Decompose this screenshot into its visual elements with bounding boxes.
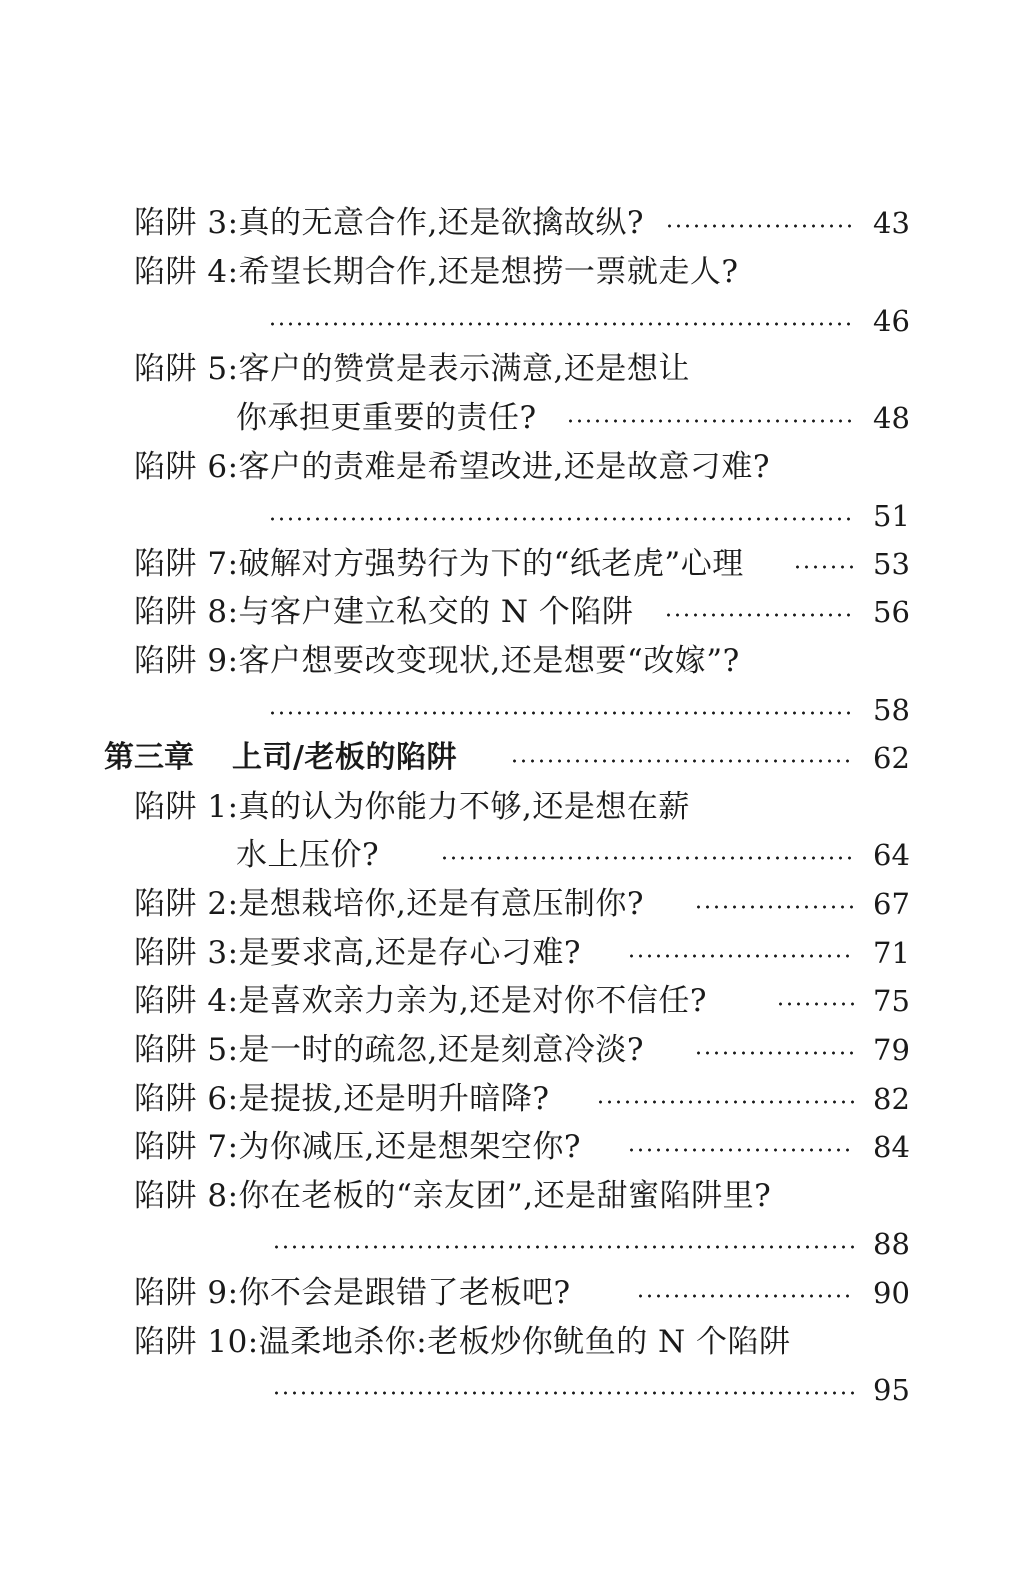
leader-dots — [510, 759, 855, 763]
chapter-number: 第三章 — [104, 740, 194, 775]
toc-entry-continuation — [0, 1367, 1024, 1413]
toc-entry[interactable] — [0, 1124, 1024, 1170]
toc-entry-label: 陷阱 4:是喜欢亲力亲为,还是对你不信任? — [134, 983, 707, 1019]
toc-entry[interactable] — [0, 1270, 1024, 1316]
toc-page-number: 51 — [873, 499, 910, 533]
leader-dots — [268, 517, 855, 521]
toc-page-number: 53 — [873, 547, 910, 581]
toc-entry[interactable] — [0, 249, 1024, 295]
toc-entry[interactable] — [0, 930, 1024, 976]
toc-entry-label: 陷阱 1:真的认为你能力不够,还是想在薪 — [134, 789, 690, 825]
toc-entry-label: 陷阱 5:是一时的疏忽,还是刻意冷淡? — [134, 1032, 644, 1068]
toc-entry-label: 陷阱 9:客户想要改变现状,还是想要“改嫁”? — [134, 643, 740, 679]
leader-dots — [665, 224, 855, 228]
toc-entry[interactable] — [0, 200, 1024, 246]
toc-entry-label: 陷阱 4:希望长期合作,还是想捞一票就走人? — [134, 254, 739, 290]
leader-dots — [268, 711, 855, 715]
toc-page-number: 71 — [873, 936, 910, 970]
toc-entry-label-line2: 你承担更重要的责任? — [236, 400, 537, 436]
toc-entry-label: 陷阱 6:是提拔,还是明升暗降? — [134, 1081, 550, 1117]
toc-entry-continuation — [0, 1221, 1024, 1267]
toc-entry-label: 陷阱 9:你不会是跟错了老板吧? — [134, 1275, 571, 1311]
toc-page-number: 75 — [873, 984, 910, 1018]
toc-entry-label: 陷阱 8:你在老板的“亲友团”,还是甜蜜陷阱里? — [134, 1178, 772, 1214]
toc-entry[interactable] — [0, 784, 1024, 830]
toc-page-number: 64 — [873, 838, 910, 872]
toc-page-number: 58 — [873, 693, 910, 727]
toc-entry[interactable] — [0, 978, 1024, 1024]
toc-entry[interactable] — [0, 541, 1024, 587]
toc-entry-continuation — [0, 687, 1024, 733]
leader-dots — [636, 1294, 855, 1298]
toc-entry-label: 陷阱 7:为你减压,还是想架空你? — [134, 1129, 581, 1165]
leader-dots — [268, 322, 855, 326]
toc-page-number: 43 — [873, 206, 910, 240]
toc-page-number: 67 — [873, 887, 910, 921]
toc-entry-label: 陷阱 5:客户的赞赏是表示满意,还是想让 — [134, 351, 690, 387]
toc-entry-label: 陷阱 3:是要求高,还是存心刁难? — [134, 935, 581, 971]
leader-dots — [596, 1100, 855, 1104]
toc-entry[interactable] — [0, 1076, 1024, 1122]
toc-page-number: 88 — [873, 1227, 910, 1261]
leader-dots — [776, 1002, 855, 1006]
toc-entry-label: 陷阱 2:是想栽培你,还是有意压制你? — [134, 886, 644, 922]
toc-page-number: 82 — [873, 1082, 910, 1116]
leader-dots — [664, 613, 855, 617]
toc-page-number: 56 — [873, 595, 910, 629]
toc-page-number: 90 — [873, 1276, 910, 1310]
toc-entry-continuation — [0, 395, 1024, 441]
toc-entry[interactable] — [0, 1173, 1024, 1219]
toc-entry[interactable] — [0, 1027, 1024, 1073]
leader-dots — [627, 1148, 855, 1152]
toc-entry[interactable] — [0, 589, 1024, 635]
toc-entry-label: 陷阱 7:破解对方强势行为下的“纸老虎”心理 — [134, 546, 744, 582]
toc-entry[interactable] — [0, 881, 1024, 927]
leader-dots — [627, 954, 855, 958]
toc-entry-label-line2: 水上压价? — [236, 837, 380, 873]
leader-dots — [793, 565, 855, 569]
toc-entry-continuation — [0, 493, 1024, 539]
leader-dots — [440, 856, 855, 860]
leader-dots — [694, 1051, 855, 1055]
leader-dots — [272, 1245, 855, 1249]
toc-entry[interactable] — [0, 444, 1024, 490]
toc-chapter-heading[interactable] — [0, 735, 1024, 781]
toc-entry-label: 陷阱 3:真的无意合作,还是欲擒故纵? — [134, 205, 644, 241]
toc-entry[interactable] — [0, 1319, 1024, 1365]
toc-page-number: 95 — [873, 1373, 910, 1407]
toc-entry-label: 陷阱 10:温柔地杀你:老板炒你鱿鱼的 N 个陷阱 — [134, 1324, 791, 1360]
toc-entry-label: 陷阱 6:客户的责难是希望改进,还是故意刁难? — [134, 449, 770, 485]
chapter-title: 上司/老板的陷阱 — [232, 740, 457, 775]
toc-entry[interactable] — [0, 346, 1024, 392]
toc-entry[interactable] — [0, 638, 1024, 684]
leader-dots — [272, 1391, 855, 1395]
toc-entry-label: 陷阱 8:与客户建立私交的 N 个陷阱 — [134, 594, 634, 630]
toc-page-number: 79 — [873, 1033, 910, 1067]
toc-page-number: 62 — [873, 741, 910, 775]
leader-dots — [566, 419, 855, 423]
toc-page-number: 46 — [873, 304, 910, 338]
toc-page-number: 84 — [873, 1130, 910, 1164]
toc-entry-continuation — [0, 832, 1024, 878]
toc-page-number: 48 — [873, 401, 910, 435]
toc-entry-continuation — [0, 298, 1024, 344]
leader-dots — [694, 905, 855, 909]
